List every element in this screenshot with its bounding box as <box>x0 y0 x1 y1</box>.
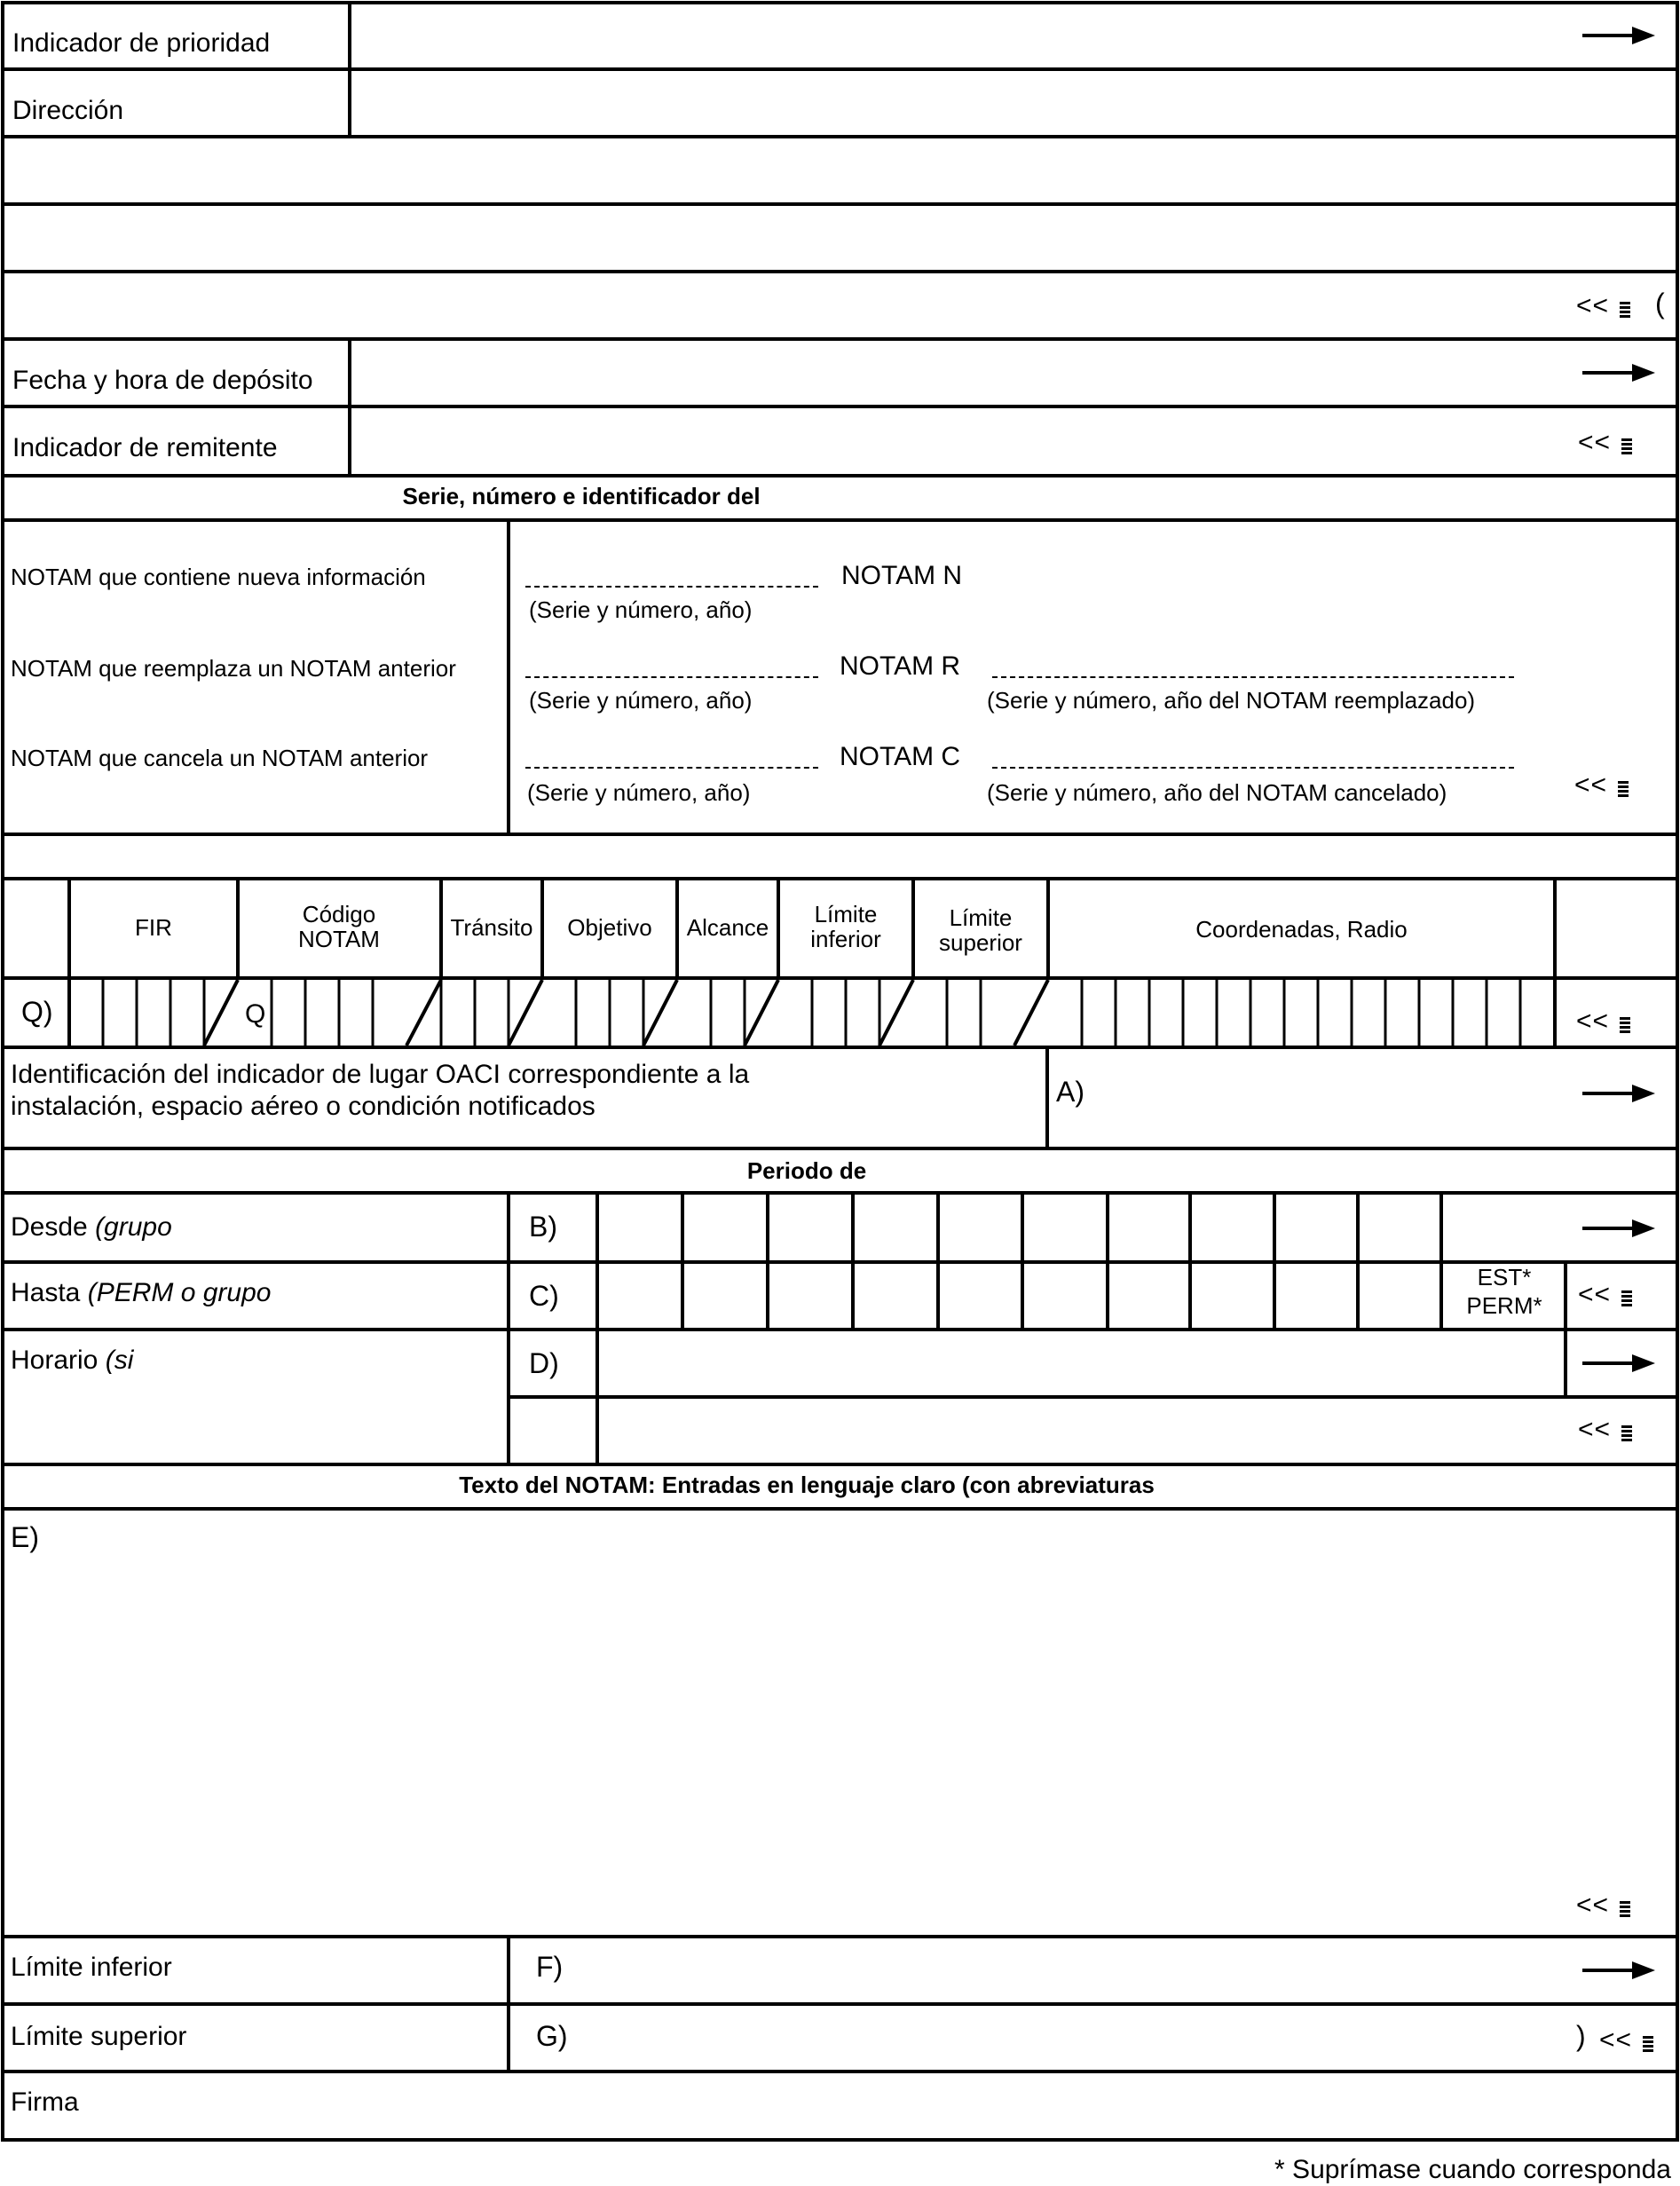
arrow-right-icon <box>1582 1960 1655 1981</box>
notam-n-label: NOTAM N <box>841 561 963 590</box>
text-heading: Texto del NOTAM: Entradas en lenguaje claro (con abreviaturas <box>459 1472 1155 1498</box>
notam-n-series-field[interactable] <box>525 586 818 588</box>
q-header-upper-limit: Límite superior <box>939 904 1022 956</box>
end-of-line-bars-icon <box>1621 1425 1632 1441</box>
replaced-notam-hint: (Serie y número, año del NOTAM reemplazado) <box>987 687 1476 714</box>
notam-c-series-field[interactable] <box>525 767 818 769</box>
perm-option[interactable]: PERM* <box>1466 1292 1542 1319</box>
series-hint: (Serie y número, año) <box>529 687 753 714</box>
arrow-right-icon <box>1582 25 1655 46</box>
notam-r-label: NOTAM R <box>840 651 961 681</box>
a-item-description-line2: instalación, espacio aéreo o condición notificados <box>11 1092 595 1121</box>
b-item-description <box>11 1214 172 1241</box>
g-item-label: G) <box>536 2020 568 2052</box>
q-header-traffic: Tránsito <box>450 914 533 941</box>
priority-indicator-field[interactable] <box>353 5 1676 67</box>
arrow-right-icon <box>1582 1353 1655 1374</box>
b-item-label: B) <box>529 1211 557 1243</box>
q-header-fir: FIR <box>135 914 172 941</box>
c-item-field[interactable] <box>599 1264 1442 1328</box>
e-item-text-area[interactable] <box>5 1512 1676 1935</box>
priority-indicator-label: Indicador de prioridad <box>12 28 271 58</box>
filing-time-field[interactable] <box>353 343 1569 405</box>
filing-time-label: Fecha y hora de depósito <box>12 366 313 395</box>
close-parenthesis: ) <box>1576 2020 1586 2052</box>
address-line-4-field[interactable] <box>5 275 1567 337</box>
c-item-label: C) <box>529 1280 559 1312</box>
end-of-line-bars-icon <box>1620 302 1630 318</box>
signature-label: Firma <box>11 2087 79 2117</box>
f-item-field[interactable] <box>586 1940 1571 2002</box>
address-field[interactable] <box>353 73 1676 135</box>
end-of-line-bars-icon <box>1621 438 1632 454</box>
end-of-line-marker: << <box>1576 293 1630 320</box>
notam-replace-description: NOTAM que reemplaza un NOTAM anterior <box>11 655 456 682</box>
d-desc-italic: (si <box>105 1346 134 1375</box>
signature-field[interactable] <box>106 2075 1674 2137</box>
f-item-description: Límite inferior <box>11 1953 172 1982</box>
notam-r-series-field[interactable] <box>525 676 818 678</box>
c-desc-text: Hasta <box>11 1278 81 1307</box>
notam-new-description: NOTAM que contiene nueva información <box>11 564 426 590</box>
q-code-prefix: Q <box>245 999 266 1029</box>
b-desc-italic: (grupo <box>95 1212 172 1242</box>
q-header-purpose: Objetivo <box>567 914 652 941</box>
series-hint: (Serie y número, año) <box>529 596 753 623</box>
b-desc-text: Desde <box>11 1212 88 1242</box>
end-of-line-marker: << <box>1578 430 1632 456</box>
end-of-line-marker: << <box>1576 1008 1630 1035</box>
notam-cancel-description: NOTAM que cancela un NOTAM anterior <box>11 745 429 771</box>
est-option[interactable]: EST* <box>1477 1264 1532 1290</box>
d-desc-text: Horario <box>11 1346 99 1375</box>
footnote: * Suprímase cuando corresponda <box>1274 2155 1671 2184</box>
end-of-line-marker: << <box>1578 1417 1632 1443</box>
g-item-field[interactable] <box>586 2008 1562 2070</box>
d-item-continuation-field[interactable] <box>599 1399 1566 1463</box>
end-of-line-bars-icon <box>1643 2036 1653 2052</box>
e-item-label: E) <box>11 1521 39 1553</box>
d-item-label: D) <box>529 1347 559 1379</box>
b-item-field[interactable] <box>599 1195 1442 1260</box>
arrow-right-icon <box>1582 1083 1655 1104</box>
end-of-line-marker: << <box>1576 1892 1630 1919</box>
series-hint: (Serie y número, año) <box>527 779 751 806</box>
c-item-description <box>11 1280 271 1306</box>
period-heading: Periodo de <box>746 1157 867 1184</box>
end-of-line-bars-icon <box>1621 1290 1632 1306</box>
notam-c-label: NOTAM C <box>840 742 961 771</box>
cancelled-notam-hint: (Serie y número, año del NOTAM cancelado) <box>987 779 1447 806</box>
originator-field[interactable] <box>353 410 1569 472</box>
open-parenthesis: ( <box>1655 288 1665 320</box>
originator-label: Indicador de remitente <box>12 433 278 462</box>
a-item-description-line1: Identificación del indicador de lugar OACI correspondiente a la <box>11 1060 750 1089</box>
end-of-line-marker: << <box>1578 1282 1632 1308</box>
a-item-field[interactable] <box>1100 1051 1580 1145</box>
end-of-line-bars-icon <box>1618 781 1629 797</box>
d-item-description <box>11 1347 133 1374</box>
address-line-3-field[interactable] <box>5 208 1676 270</box>
q-item-label: Q) <box>21 996 53 1028</box>
end-of-line-marker: << <box>1599 2027 1653 2054</box>
d-item-field[interactable] <box>599 1331 1564 1395</box>
arrow-right-icon <box>1582 362 1655 383</box>
address-label: Dirección <box>12 96 124 125</box>
q-line-input[interactable] <box>71 980 1553 1046</box>
a-item-label: A) <box>1056 1076 1085 1108</box>
address-line-2-field[interactable] <box>5 140 1676 202</box>
f-item-label: F) <box>536 1951 564 1983</box>
q-header-scope: Alcance <box>686 914 769 941</box>
arrow-right-icon <box>1582 1218 1655 1239</box>
replaced-notam-field[interactable] <box>992 676 1514 678</box>
end-of-line-bars-icon <box>1620 1017 1630 1033</box>
c-desc-italic: (PERM o grupo <box>87 1278 272 1307</box>
q-header-coordinates: Coordenadas, Radio <box>1195 916 1408 943</box>
cancelled-notam-field[interactable] <box>992 767 1514 769</box>
end-of-line-marker: << <box>1574 772 1629 799</box>
g-item-description: Límite superior <box>11 2022 187 2051</box>
end-of-line-bars-icon <box>1620 1901 1630 1917</box>
series-heading: Serie, número e identificador del <box>402 483 761 509</box>
q-header-lower-limit: Límite inferior <box>810 901 881 952</box>
q-header-notam-code: Código NOTAM <box>298 901 380 952</box>
